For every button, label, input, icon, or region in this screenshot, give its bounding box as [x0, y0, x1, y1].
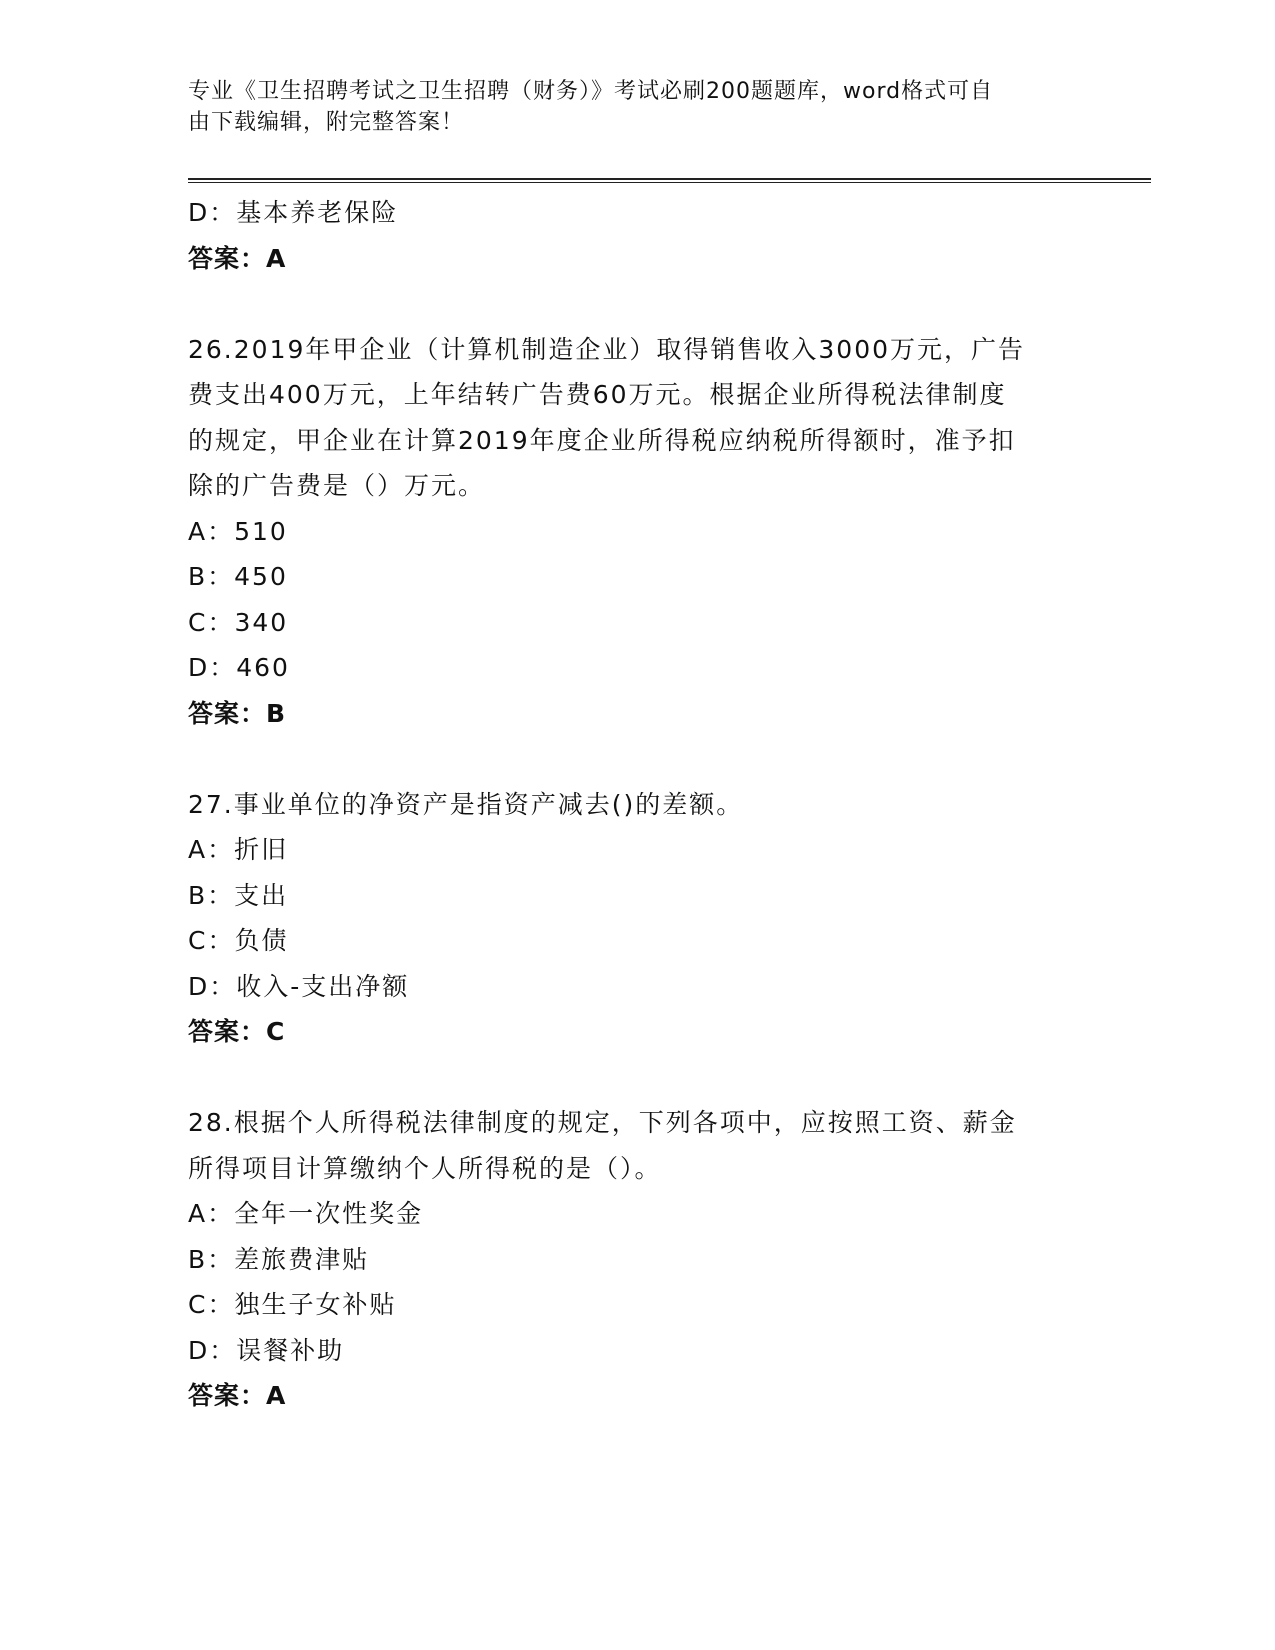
option-d: D：误餐补助: [188, 1335, 345, 1365]
question-stem-line: 所得项目计算缴纳个人所得税的是（）。: [188, 1153, 662, 1183]
option-c: C：负债: [188, 926, 289, 955]
question-stem-line: 26.2019年甲企业（计算机制造企业）取得销售收入3000万元，广告: [188, 334, 1026, 364]
spacer: [188, 736, 1088, 782]
option-a: A：510: [188, 516, 288, 546]
question-stem-line: 27.事业单位的净资产是指资产减去()的差额。: [188, 789, 744, 819]
question-26: [188, 327, 1088, 737]
header-divider: [188, 178, 1151, 180]
prev-question-tail: [188, 190, 1088, 281]
option-a: A：折旧: [188, 835, 289, 864]
option-d: D：460: [188, 653, 290, 682]
question-stem-line: 费支出400万元，上年结转广告费60万元。根据企业所得税法律制度: [188, 380, 1007, 409]
option-b: B：支出: [188, 880, 289, 910]
question-stem-line: 28.根据个人所得税法律制度的规定，下列各项中，应按照工资、薪金: [188, 1108, 1017, 1137]
option-c: C：独生子女补贴: [188, 1290, 397, 1319]
question-27: [188, 782, 1088, 1055]
header-line-1: 专业《卫生招聘考试之卫生招聘（财务）》考试必刷200题题库，word格式可自: [188, 79, 994, 104]
spacer: [188, 281, 1088, 327]
spacer: [188, 1055, 1088, 1101]
option-a: A：全年一次性奖金: [188, 1199, 424, 1228]
option-b: B：450: [188, 562, 288, 591]
option-b: B：差旅费津贴: [188, 1244, 370, 1274]
answer-line: 答案：A: [188, 243, 287, 273]
header-line-2: 由下载编辑，附完整答案！: [188, 110, 465, 135]
header-divider-thin: [188, 182, 1151, 183]
document-body: [188, 190, 1088, 1419]
question-stem-line: 的规定，甲企业在计算2019年度企业所得税应纳税所得额时，准予扣: [188, 425, 1016, 455]
answer-line: 答案：B: [188, 698, 287, 728]
option-c: C：340: [188, 607, 289, 637]
answer-line: 答案：A: [188, 1381, 287, 1410]
question-28: [188, 1100, 1088, 1419]
option-d: D：基本养老保险: [188, 198, 399, 227]
option-d: D：收入-支出净额: [188, 971, 410, 1001]
answer-line: 答案：C: [188, 1017, 286, 1046]
question-stem-line: 除的广告费是（）万元。: [188, 471, 486, 500]
page-header: [188, 76, 1088, 138]
